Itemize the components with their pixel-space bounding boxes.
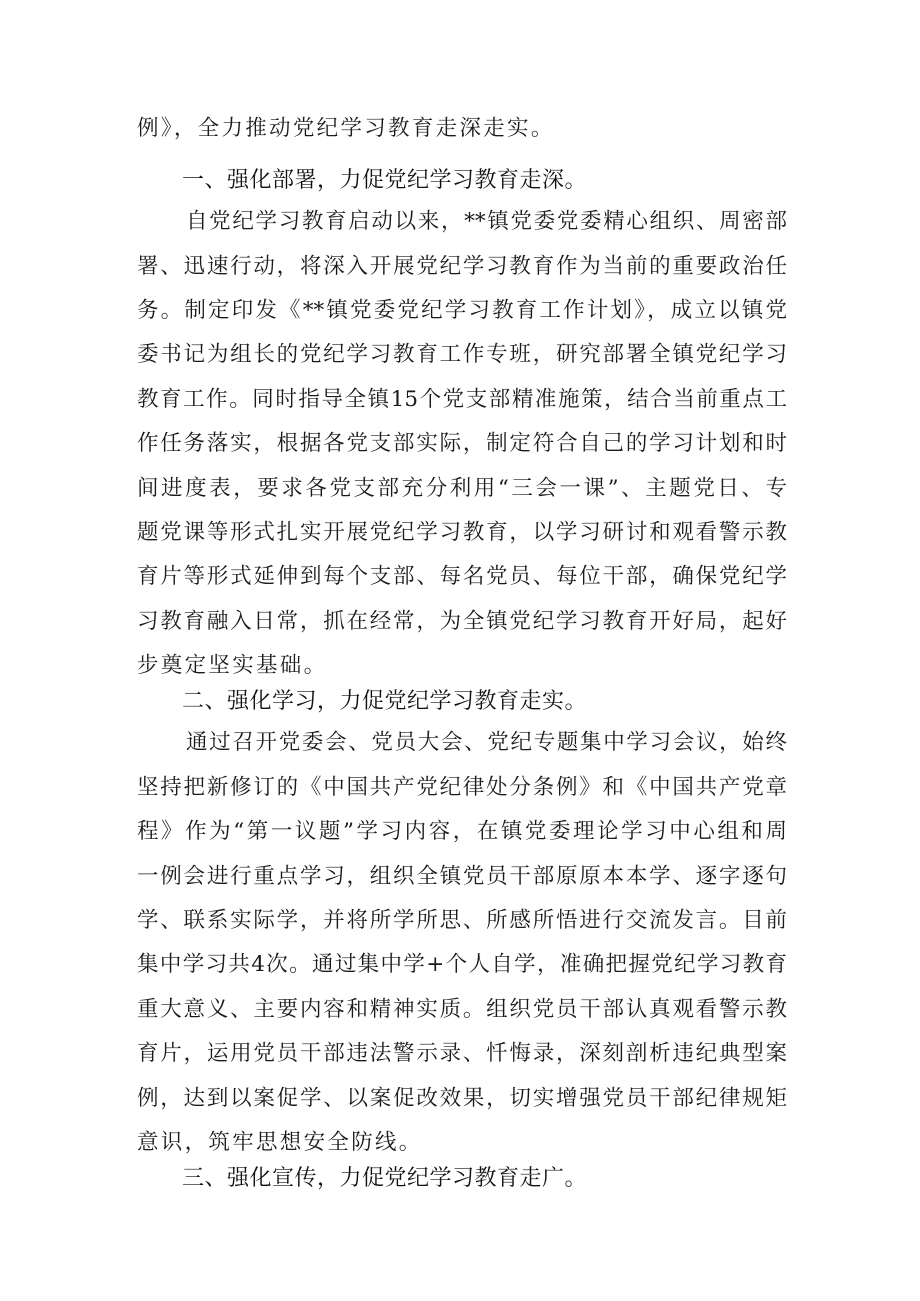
opening-line: 例》，全力推动党纪学习教育走深走实。 xyxy=(137,116,555,141)
paragraph-line: 程》作为“第一议题”学习内容，在镇党委理论学习中心组和周 xyxy=(137,819,787,844)
paragraph-line: 例，达到以案促学、以案促改效果，切实增强党员干部纪律规矩 xyxy=(137,1086,787,1111)
paragraph-line: 坚持把新修订的《中国共产党纪律处分条例》和《中国共产党章 xyxy=(137,775,787,800)
paragraph-line: 务。制定印发《**镇党委党纪学习教育工作计划》，成立以镇党 xyxy=(137,298,787,323)
paragraph-line: 学、联系实际学，并将所学所思、所感所悟进行交流发言。目前 xyxy=(137,908,787,933)
paragraph-line: 育片等形式延伸到每个支部、每名党员、每位干部，确保党纪学 xyxy=(137,564,787,589)
paragraph-line: 间进度表，要求各党支部充分利用“三会一课”、主题党日、专 xyxy=(137,476,787,501)
paragraph-line: 重大意义、主要内容和精神实质。组织党员干部认真观看警示教 xyxy=(137,997,787,1022)
paragraph-line: 习教育融入日常，抓在经常，为全镇党纪学习教育开好局，起好 xyxy=(137,609,787,634)
paragraph-line: 一例会进行重点学习，组织全镇党员干部原原本本学、逐字逐句 xyxy=(137,864,787,889)
paragraph-line: 步奠定坚实基础。 xyxy=(137,653,328,678)
paragraph-line: 题党课等形式扎实开展党纪学习教育，以学习研讨和观看警示教 xyxy=(137,520,787,545)
paragraph-line: 意识，筑牢思想安全防线。 xyxy=(137,1130,423,1155)
paragraph-line: 自党纪学习教育启动以来，**镇党委党委精心组织、周密部 xyxy=(186,209,787,234)
paragraph-line: 集中学习共4次。通过集中学+个人自学，准确把握党纪学习教育 xyxy=(137,952,787,977)
paragraph-line: 委书记为组长的党纪学习教育工作专班，研究部署全镇党纪学习 xyxy=(137,342,787,367)
section-3-heading: 三、强化宣传，力促党纪学习教育走广。 xyxy=(182,1166,588,1191)
paragraph-line: 通过召开党委会、党员大会、党纪专题集中学习会议，始终 xyxy=(186,730,787,755)
section-2-heading: 二、强化学习，力促党纪学习教育走实。 xyxy=(182,689,588,714)
paragraph-line: 育片，运用党员干部违法警示录、忏悔录，深刻剖析违纪典型案 xyxy=(137,1041,787,1066)
paragraph-line: 署、迅速行动，将深入开展党纪学习教育作为当前的重要政治任 xyxy=(137,254,787,279)
paragraph-line: 教育工作。同时指导全镇15个党支部精准施策，结合当前重点工 xyxy=(137,387,787,412)
paragraph-line: 作任务落实，根据各党支部实际，制定符合自己的学习计划和时 xyxy=(137,431,787,456)
section-1-heading: 一、强化部署，力促党纪学习教育走深。 xyxy=(182,168,588,193)
